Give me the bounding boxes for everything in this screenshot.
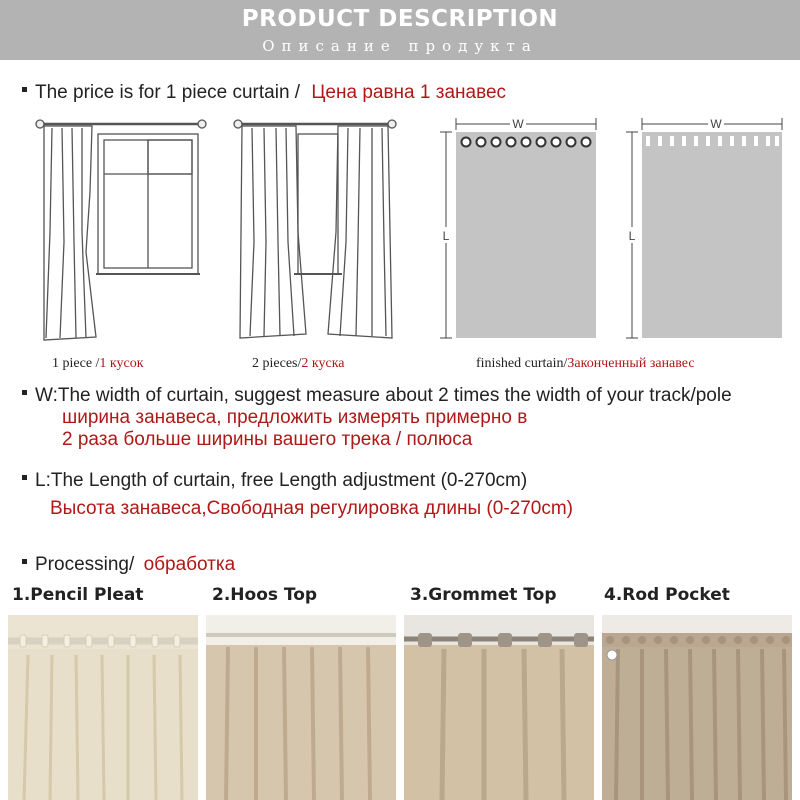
one-piece-caption-ru: 1 кусок bbox=[99, 356, 144, 371]
tab-width-marker: W bbox=[710, 117, 722, 131]
price-line bbox=[22, 82, 506, 104]
tab-length-marker: L bbox=[628, 229, 636, 243]
rod-pocket-photo bbox=[602, 615, 792, 800]
one-piece-diagram bbox=[30, 112, 210, 350]
grommet-width-marker: W bbox=[512, 117, 524, 131]
bullet-icon bbox=[22, 559, 27, 564]
length-note-ru: Высота занавеса,Свободная регулировка длины (0-270cm) bbox=[50, 498, 574, 519]
banner-title: PRODUCT DESCRIPTION bbox=[241, 6, 559, 32]
length-note-en: L:The Length of curtain, free Length adjustment (0-270cm) bbox=[35, 470, 528, 491]
width-note-ru-line2: 2 раза больше ширины вашего трека / полюса bbox=[62, 429, 473, 450]
processing-heading-ru: обработка bbox=[143, 554, 236, 575]
price-text-ru: Цена равна 1 занавес bbox=[311, 82, 507, 103]
two-pieces-caption-en: 2 pieces/ bbox=[252, 356, 302, 371]
bullet-icon bbox=[22, 390, 27, 395]
width-note-ru-line1: ширина занавеса, предложить измерять примерно в bbox=[62, 407, 528, 428]
grommet-panel-diagram bbox=[436, 112, 616, 350]
two-pieces-caption-ru: 2 куска bbox=[301, 356, 345, 371]
processing-heading-en: Processing/ bbox=[35, 554, 135, 575]
hoos-top-photo bbox=[206, 615, 396, 800]
two-pieces-diagram bbox=[228, 112, 408, 350]
pencil-pleat-photo bbox=[8, 615, 198, 800]
finished-caption-en: finished curtain/ bbox=[476, 356, 568, 371]
bullet-icon bbox=[22, 475, 27, 480]
length-note-en-line bbox=[22, 470, 527, 492]
bullet-icon bbox=[22, 87, 27, 92]
rod-pocket-label: 4.Rod Pocket bbox=[604, 585, 730, 605]
pencil-pleat-label: 1.Pencil Pleat bbox=[12, 585, 144, 605]
width-note-en: W:The width of curtain, suggest measure about 2 times the width of your track/pole bbox=[35, 385, 732, 406]
hoos-top-label: 2.Hoos Top bbox=[212, 585, 318, 605]
finished-caption-ru: Законченный занавес bbox=[567, 356, 695, 371]
processing-heading bbox=[22, 554, 235, 576]
one-piece-caption-en: 1 piece / bbox=[52, 356, 100, 371]
grommet-length-marker: L bbox=[442, 229, 450, 243]
finished-curtain-caption bbox=[476, 356, 695, 372]
one-piece-caption bbox=[52, 356, 144, 372]
tab-panel-diagram bbox=[622, 112, 792, 350]
header-banner bbox=[0, 0, 800, 60]
price-text-en: The price is for 1 piece curtain / bbox=[35, 82, 301, 103]
grommet-top-label: 3.Grommet Top bbox=[410, 585, 557, 605]
two-pieces-caption bbox=[252, 356, 345, 372]
grommet-top-photo bbox=[404, 615, 594, 800]
banner-subtitle: Описание продукта bbox=[262, 37, 538, 55]
width-note-en-line bbox=[22, 385, 732, 407]
